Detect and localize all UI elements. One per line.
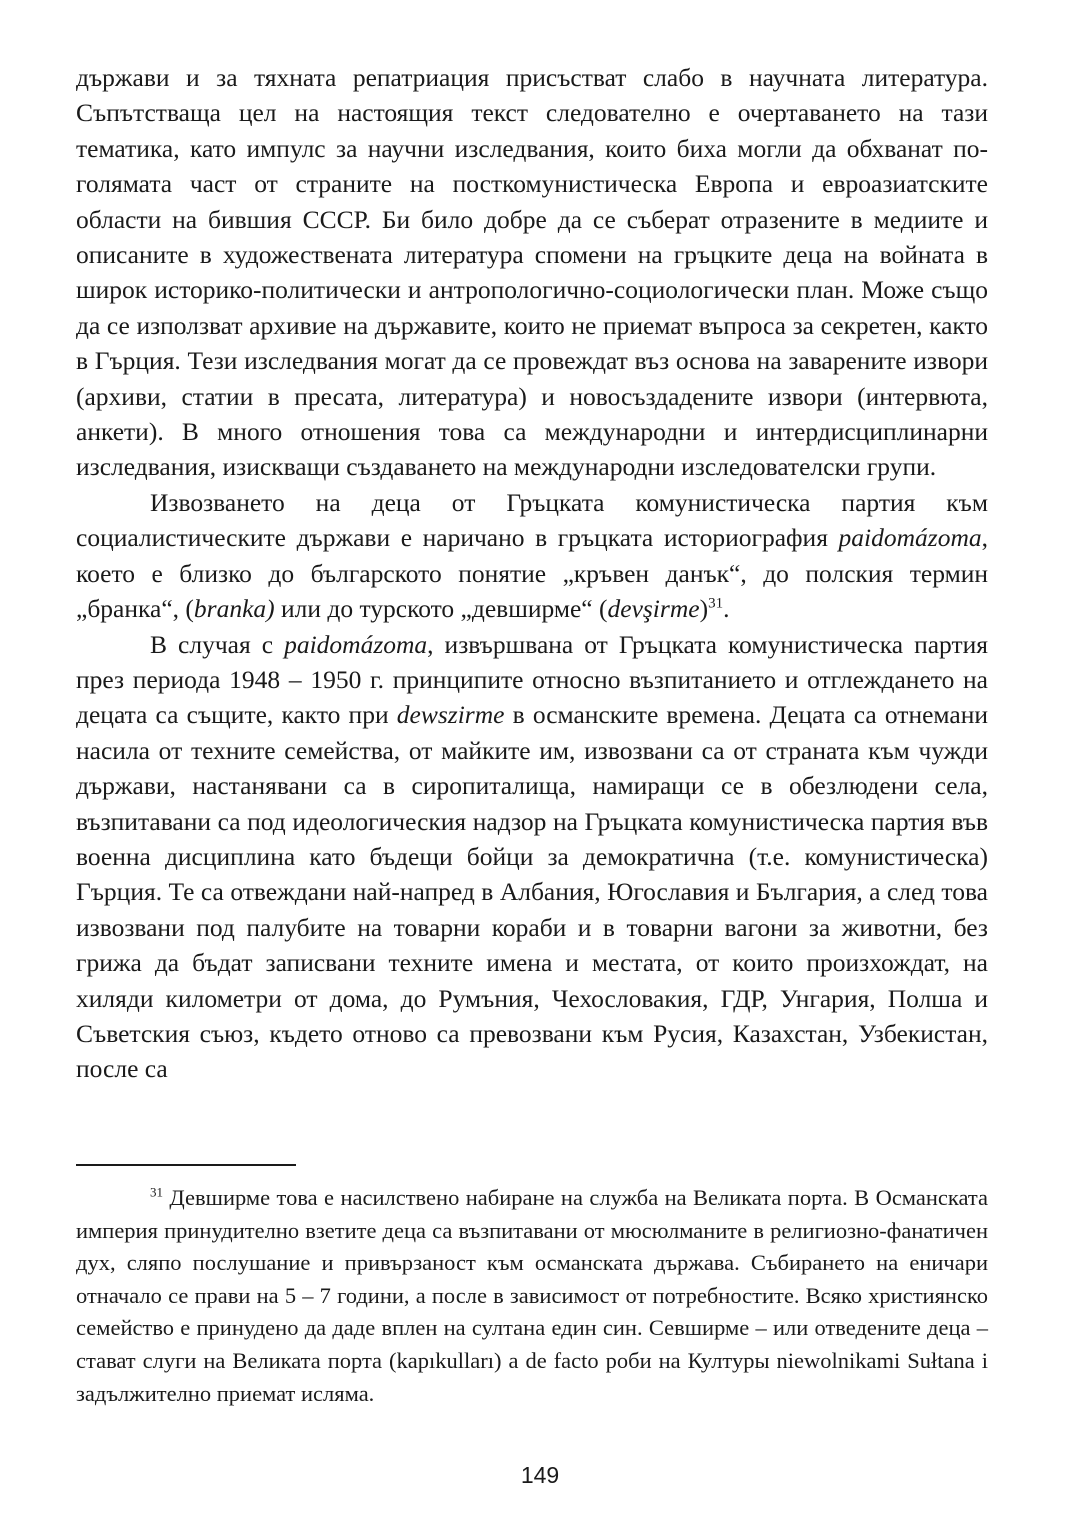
footnote-text: Девширме това е насилствено набиране на служба на Великата порта. В Османската империя принудително взетите деца са възпитавани от мюсюлманите в религиозно-фанатичен дух, сляпо послушание и привързаност към османската държава. Събирането на еничари отначало се прави на 5 – 7 години, а после в зависимост от потребностите. Всяко християнско семейство е принудено да даде вплен на султана един син. Севширме – или отведените деца – стават слуги на Великата порта (kapıkulları) а de facto роби на Културы niewolnikami Sułtana i задължително приемат исляма. [76,1185,988,1406]
footnote-reference: 31 [708,595,724,612]
footnote-separator [76,1164,296,1166]
text-segment: ) [699,594,709,624]
italic-term: branka) [193,594,275,624]
text-segment: , извършвана от Гръцката комунистическа партия през периода 1948 – 1950 г. принципите относно възпитанието и отглеждането на децата са същите, както при [76,629,988,730]
text-segment: или до турското „девширме“ ( [274,594,608,624]
page-body [76,60,988,1087]
italic-term: dewszirme [396,700,505,730]
paragraph-p1 [76,60,988,485]
footnote-paragraph [76,1182,988,1410]
text-segment: Извозването на деца от Гръцката комунистическа партия към социалистическите държави е наричано в гръцката историография [76,487,988,553]
page-number: 149 [520,1462,560,1488]
paragraph-p2 [76,485,988,627]
main-text [76,60,988,1087]
text-segment: . [723,594,730,624]
text-segment: , което е близко до българското понятие „кръвен данък“, до полския термин „бранка“, ( [76,523,988,624]
paragraph-p3 [76,627,988,1087]
italic-term: paidomázoma [838,523,982,553]
footnote-number: 31 [150,1184,163,1200]
italic-term: paidomázoma [284,629,428,659]
text-segment: в османските времена. Децата са отнемани насила от техните семейства, от майките им, извозвани са от страната към чужди държави, настанявани са в сиропиталища, намиращи се в обезлюдени села, възпитавани са под идеологическия надзор на Гръцката комунистическа партия във военна дисциплина като бъдещи бойци за демократична (т.е. комунистическа) Гърция. Те са отвеждани най-напред в Албания, Югославия и България, а след това извозвани под палубите на товарни кораби и в товарни вагони за животни, без грижа да бъдат записвани техните имена и местата, от които произхождат, на хиляди километри от дома, до Румъния, Чехословакия, ГДР, Унгария, Полша и Съветския съюз, където отново са превозвани към Русия, Казахстан, Узбекистан, после са [76,700,988,1084]
italic-term: devşirme [607,594,700,624]
text-segment: В случая с [150,629,285,659]
text-segment: държави и за тяхната репатриация присъстват слабо в научната литература. Съпътстваща цел на настоящия текст следователно е очертаването на тази тематика, като импулс за научни изследвания, които биха могли да обхванат по-голямата част от страните на посткомунистическа Европа и евроазиатските области на бившия СССР. Би било добре да се съберат отразените в медиите и описаните в художествената литература спомени на гръцките деца на войната в широк историко-политически и антропологично-социологически план. Може също да се използват архивие на държавите, които не приемат въпроса за секретен, както в Гърция. Тези изследвания могат да се провеждат въз основа на заварените извори (архиви, статии в пресата, литература) и новосъздадените извори (интервюта, анкети). В много отношения това са международни и интердисциплинарни изследвания, изискващи създаването на международни изследователски групи. [76,63,988,482]
footnote [76,1182,988,1410]
